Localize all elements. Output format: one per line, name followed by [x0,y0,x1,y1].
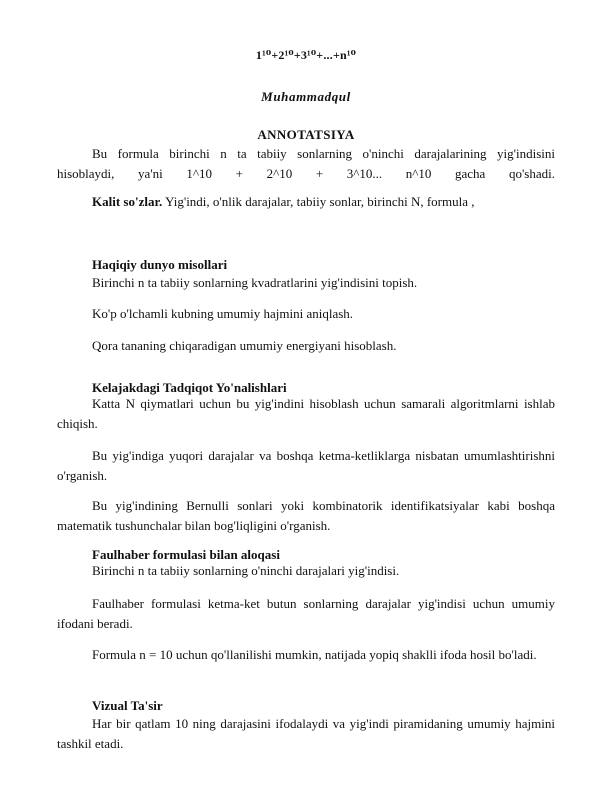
research-paragraph-2: Bu yig'indiga yuqori darajalar va boshqa ketma-ketliklarga nisbatan umumlashtirishni o'rganish. [57,448,555,483]
author-name: Muhammadqul [261,89,351,104]
keywords-line [92,194,475,210]
example-item: Ko'p o'lchamli kubning umumiy hajmini aniqlash. [92,306,354,321]
keywords-label: Kalit so'zlar. [92,194,163,209]
faulhaber-line-1: Birinchi n ta tabiiy sonlarning o'ninchi darajalari yig'indisi. [92,563,400,578]
keywords-text: Yig'indi, o'nlik darajalar, tabiiy sonlar, birinchi N, formula , [162,194,475,209]
research-paragraph-3: Bu yig'indining Bernulli sonlari yoki kombinatorik identifikatsiyalar kabi boshqa matematik tushunchalar bilan bog'liqligini o'rganish. [57,498,555,533]
section-heading-visual: Vizual Ta'sir [92,698,163,713]
faulhaber-paragraph-3: Formula n = 10 uchun qo'llanilishi mumkin, natijada yopiq shaklli ifoda hosil bo'ladi. [92,647,537,662]
section-heading-faulhaber: Faulhaber formulasi bilan aloqasi [92,547,280,562]
annotation-paragraph [57,144,555,184]
annotation-heading: ANNOTATSIYA [257,127,355,142]
annotation-line-2: hisoblaydi, ya'ni 1^10 + 2^10 + 3^10... n^10 gacha qo'shadi. [57,166,555,181]
example-item: Birinchi n ta tabiiy sonlarning kvadratlarini yig'indisini topish. [92,275,418,290]
annotation-line-1: Bu formula birinchi n ta tabiiy sonlarning o'ninchi darajalarining yig'indisini [92,146,555,161]
section-heading-examples: Haqiqiy dunyo misollari [92,257,228,272]
faulhaber-paragraph-2: Faulhaber formulasi ketma-ket butun sonlarning darajalar yig'indisi uchun umumiy ifodani beradi. [57,596,555,631]
visual-paragraph-1: Har bir qatlam 10 ning darajasini ifodalaydi va yig'indi piramidaning umumiy hajmini tashkil etadi. [57,716,555,751]
section-heading-research: Kelajakdagi Tadqiqot Yo'nalishlari [92,380,287,395]
example-item: Qora tananing chiqaradigan umumiy energiyani hisoblash. [92,338,397,353]
research-paragraph-1: Katta N qiymatlari uchun bu yig'indini hisoblash uchun samarali algoritmlarni ishlab chiqish. [57,396,555,431]
document-title: 1¹⁰+2¹⁰+3¹⁰+...+n¹⁰ [255,48,357,62]
